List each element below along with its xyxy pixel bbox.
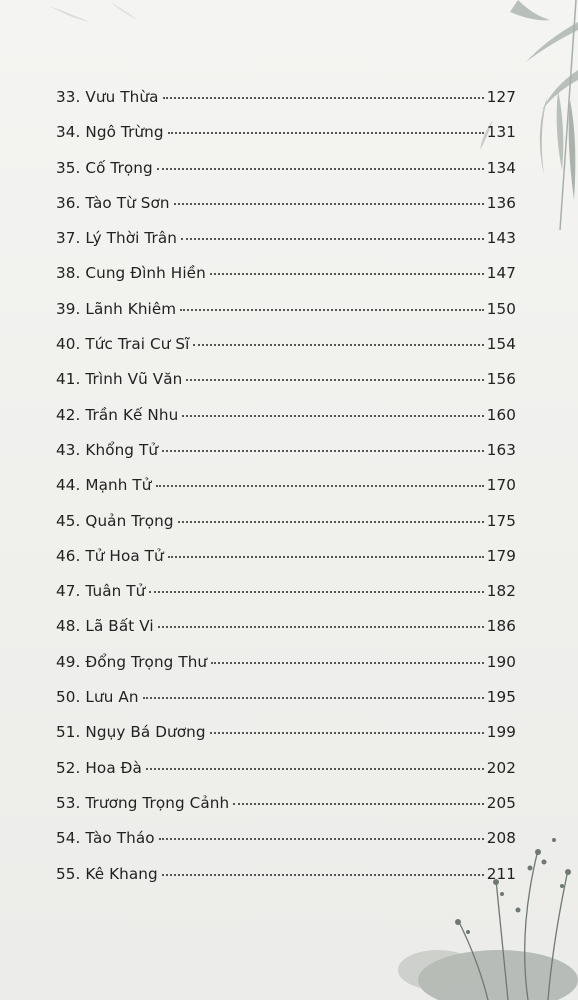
- toc-entry-name: Tào Tháo: [85, 829, 155, 848]
- toc-entry-name: Lưu An: [85, 688, 139, 707]
- toc-entry-name: Tức Trai Cư Sĩ: [85, 335, 190, 354]
- dot-leader: [168, 132, 484, 134]
- toc-entry-name: Ngô Trừng: [85, 123, 164, 142]
- toc-entry: [56, 159, 516, 194]
- toc-entry: [56, 829, 516, 864]
- toc-entry-title: [56, 759, 144, 777]
- toc-entry-name: Trương Trọng Cảnh: [85, 793, 230, 812]
- toc-entry-title: [56, 88, 161, 106]
- toc-entry-name: Lãnh Khiêm: [85, 299, 177, 318]
- dot-leader: [168, 556, 484, 558]
- toc-page-number: 134: [486, 158, 516, 177]
- toc-entry-number: 53.: [56, 793, 81, 812]
- toc-entry-name: Đổng Trọng Thư: [85, 652, 208, 671]
- toc-entry-number: 51.: [56, 723, 81, 742]
- toc-entry-name: Tử Hoa Tử: [85, 546, 164, 565]
- dot-leader: [146, 768, 484, 770]
- dot-leader: [149, 591, 483, 593]
- toc-entry: [56, 794, 516, 829]
- dot-leader: [181, 238, 484, 240]
- toc-entry-number: 45.: [56, 511, 81, 530]
- toc-entry-title: [56, 476, 154, 494]
- toc-page-number: 170: [486, 476, 516, 495]
- toc-entry-name: Khổng Tử: [85, 440, 159, 459]
- dot-leader: [210, 732, 484, 734]
- toc-entry-number: 40.: [56, 335, 81, 354]
- toc-entry-name: Kê Khang: [85, 864, 158, 883]
- toc-entry-title: [56, 582, 147, 600]
- toc-entry-number: 43.: [56, 440, 81, 459]
- toc-page-number: 199: [486, 723, 516, 742]
- toc-entry-number: 50.: [56, 688, 81, 707]
- toc-page-number: 182: [486, 582, 516, 601]
- toc-page-number: 127: [486, 88, 516, 106]
- toc-entry-number: 36.: [56, 193, 81, 212]
- toc-entry-number: 49.: [56, 652, 81, 671]
- toc-entry-title: [56, 865, 160, 883]
- toc-page-number: 154: [486, 335, 516, 354]
- toc-entry: [56, 653, 516, 688]
- faint-leaf-decoration: [40, 0, 160, 40]
- toc-entry: [56, 441, 516, 476]
- toc-entry-title: [56, 441, 160, 459]
- toc-entry-title: [56, 688, 141, 706]
- toc-entry-title: [56, 229, 179, 247]
- toc-page-number: 186: [486, 617, 516, 636]
- toc-entry-number: 35.: [56, 158, 81, 177]
- toc-page-number: 179: [486, 546, 516, 565]
- toc-entry-name: Ngụy Bá Dương: [85, 723, 206, 742]
- toc-entry: [56, 547, 516, 582]
- table-of-contents: [56, 88, 516, 900]
- toc-entry: [56, 688, 516, 723]
- toc-entry: [56, 88, 516, 123]
- toc-entry-name: Trình Vũ Văn: [85, 370, 183, 389]
- toc-entry-name: Mạnh Tử: [85, 476, 152, 495]
- toc-entry-number: 46.: [56, 546, 81, 565]
- toc-entry: [56, 512, 516, 547]
- dot-leader: [180, 309, 484, 311]
- dot-leader: [193, 344, 483, 346]
- toc-entry-number: 38.: [56, 264, 81, 283]
- toc-entry: [56, 194, 516, 229]
- toc-entry: [56, 865, 516, 900]
- toc-entry: [56, 582, 516, 617]
- dot-leader: [162, 450, 484, 452]
- toc-entry: [56, 335, 516, 370]
- toc-entry-title: [56, 123, 166, 141]
- toc-entry-number: 42.: [56, 405, 81, 424]
- toc-entry-title: [56, 653, 209, 671]
- dot-leader: [186, 379, 483, 381]
- toc-page-number: 175: [486, 511, 516, 530]
- dot-leader: [182, 415, 483, 417]
- dot-leader: [157, 168, 484, 170]
- toc-page-number: 136: [486, 193, 516, 212]
- toc-entry-number: 52.: [56, 758, 81, 777]
- dot-leader: [210, 273, 484, 275]
- toc-entry-number: 48.: [56, 617, 81, 636]
- toc-entry-title: [56, 547, 166, 565]
- toc-entry: [56, 264, 516, 299]
- toc-entry-name: Hoa Đà: [85, 758, 142, 777]
- toc-entry-title: [56, 617, 156, 635]
- toc-entry: [56, 370, 516, 405]
- toc-entry-title: [56, 159, 155, 177]
- toc-entry-name: Lã Bất Vi: [85, 617, 154, 636]
- toc-entry-title: [56, 829, 157, 847]
- toc-entry-number: 39.: [56, 299, 81, 318]
- toc-page-number: 202: [486, 758, 516, 777]
- toc-entry: [56, 723, 516, 758]
- toc-entry-number: 54.: [56, 829, 81, 848]
- toc-entry-number: 47.: [56, 582, 81, 601]
- toc-entry-name: Trần Kế Nhu: [85, 405, 179, 424]
- toc-entry-name: Tào Từ Sơn: [85, 193, 170, 212]
- toc-page-number: 163: [486, 440, 516, 459]
- toc-entry-number: 34.: [56, 123, 81, 142]
- dot-leader: [174, 203, 484, 205]
- toc-entry-title: [56, 370, 184, 388]
- dot-leader: [158, 626, 484, 628]
- toc-entry-title: [56, 406, 180, 424]
- toc-entry-title: [56, 264, 208, 282]
- toc-page-number: 160: [486, 405, 516, 424]
- toc-entry-title: [56, 194, 172, 212]
- toc-entry-title: [56, 300, 178, 318]
- dot-leader: [233, 803, 483, 805]
- toc-entry-name: Tuân Tử: [85, 582, 146, 601]
- dot-leader: [162, 874, 484, 876]
- toc-entry-title: [56, 794, 231, 812]
- toc-page-number: 156: [486, 370, 516, 389]
- toc-entry-title: [56, 723, 208, 741]
- dot-leader: [159, 838, 484, 840]
- toc-page-number: 150: [486, 299, 516, 318]
- dot-leader: [178, 521, 484, 523]
- toc-entry-title: [56, 512, 176, 530]
- toc-page-number: 208: [486, 829, 516, 848]
- toc-entry-name: Quản Trọng: [85, 511, 174, 530]
- toc-entry-name: Cung Đình Hiền: [85, 264, 206, 283]
- toc-entry-number: 41.: [56, 370, 81, 389]
- dot-leader: [211, 662, 484, 664]
- toc-entry: [56, 476, 516, 511]
- toc-entry-name: Cố Trọng: [85, 158, 153, 177]
- toc-page-number: 147: [486, 264, 516, 283]
- toc-entry: [56, 229, 516, 264]
- toc-entry: [56, 300, 516, 335]
- dot-leader: [143, 697, 484, 699]
- toc-page-number: 143: [486, 229, 516, 248]
- toc-entry-name: Vưu Thừa: [85, 88, 159, 106]
- toc-entry-number: 33.: [56, 88, 81, 106]
- toc-entry: [56, 123, 516, 158]
- toc-entry: [56, 406, 516, 441]
- dot-leader: [156, 485, 484, 487]
- toc-page-number: 131: [486, 123, 516, 142]
- toc-entry-name: Lý Thời Trân: [85, 229, 177, 248]
- toc-page-number: 195: [486, 688, 516, 707]
- toc-page-number: 190: [486, 652, 516, 671]
- dot-leader: [163, 97, 484, 99]
- toc-page-number: 205: [486, 793, 516, 812]
- toc-entry-number: 44.: [56, 476, 81, 495]
- toc-page-number: 211: [486, 864, 516, 883]
- toc-entry: [56, 617, 516, 652]
- toc-entry-number: 55.: [56, 864, 81, 883]
- toc-entry-number: 37.: [56, 229, 81, 248]
- toc-entry-title: [56, 335, 191, 353]
- toc-entry: [56, 759, 516, 794]
